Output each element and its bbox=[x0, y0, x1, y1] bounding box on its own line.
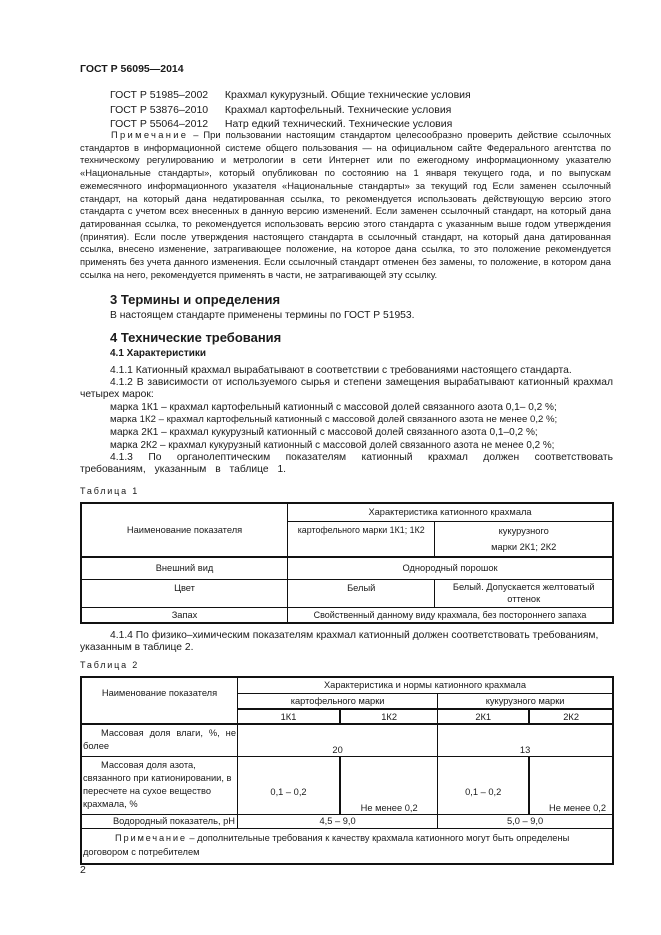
table-cell-value: 0,1 – 0,2 bbox=[438, 756, 530, 814]
reference-item bbox=[110, 103, 471, 118]
reference-code: ГОСТ Р 53876–2010 bbox=[110, 103, 209, 116]
reference-note bbox=[80, 129, 611, 281]
table-row bbox=[81, 557, 613, 579]
reference-item bbox=[110, 88, 471, 103]
table-2-note-text: – дополнительные требования к качеству крахмала катионного могут быть определены договором с потребителем bbox=[83, 832, 570, 857]
section-4-1-title: 4.1 Характеристики bbox=[110, 348, 207, 359]
table-cell-value: Белый bbox=[288, 579, 435, 607]
table-2-header-potato: картофельного марки bbox=[238, 693, 438, 709]
table-2-header-grade: 2К2 bbox=[529, 709, 613, 724]
section-3-text: В настоящем стандарте применены термины по ГОСТ Р 51953. bbox=[110, 310, 415, 321]
table-cell-value: 13 bbox=[438, 724, 613, 756]
table-1-header-corn-line2: марки 2К1; 2К2 bbox=[491, 541, 557, 552]
document-header: ГОСТ Р 56095—2014 bbox=[80, 63, 184, 75]
table-cell-name: Цвет bbox=[81, 579, 288, 607]
table-2-note-label: Примечание bbox=[115, 832, 187, 843]
table-2 bbox=[80, 676, 614, 865]
table-cell-value: 20 bbox=[238, 724, 438, 756]
table-cell-name: Запах bbox=[81, 607, 288, 623]
table-cell-value: Свойственный данному виду крахмала, без постороннего запаха bbox=[288, 607, 613, 623]
table-cell-value: 5,0 – 9,0 bbox=[438, 814, 613, 828]
table-2-header-group: Характеристика и нормы катионного крахмала bbox=[238, 677, 614, 693]
table-2-header-grade: 1К1 bbox=[238, 709, 341, 724]
table-cell-value: 0,1 – 0,2 bbox=[238, 756, 341, 814]
grade-item: марка 2К2 – крахмал кукурузный катионный с массовой долей связанного азота не менее 0,2 %; bbox=[110, 440, 555, 451]
table-2-note bbox=[81, 828, 613, 864]
table-row bbox=[81, 756, 613, 814]
table-1-header-potato: картофельного марки 1К1; 1К2 bbox=[288, 521, 435, 557]
table-row bbox=[81, 607, 613, 623]
paragraph-4-1-3: 4.1.3 По органолептическим показателям катионный крахмал должен соответствовать требованиям, указанным в таблице 1. bbox=[80, 452, 613, 476]
table-cell-name: Массовая доля влаги, %, не более bbox=[81, 724, 238, 756]
table-2-header-grade: 1К2 bbox=[340, 709, 438, 724]
reference-title: Крахмал кукурузный. Общие технические условия bbox=[224, 89, 471, 101]
table-row bbox=[81, 579, 613, 607]
table-cell-name: Водородный показатель, рН bbox=[81, 814, 238, 828]
reference-title: Крахмал картофельный. Технические условия bbox=[224, 103, 452, 116]
table-row bbox=[81, 724, 613, 756]
table-1-header-corn-line1: кукурузного bbox=[498, 525, 549, 536]
grade-item: марка 1К2 – крахмал картофельный катионный с массовой долей связанного азота не менее 0,2 %; bbox=[110, 414, 558, 425]
table-cell-value: Однородный порошок bbox=[288, 557, 613, 579]
reference-list bbox=[110, 88, 471, 132]
table-1-header-group: Характеристика катионного крахмала bbox=[288, 503, 613, 521]
reference-title: Натр едкий технический. Технические условия bbox=[224, 118, 453, 130]
table-2-caption: Таблица 2 bbox=[80, 660, 139, 670]
table-cell-name: Внешний вид bbox=[81, 557, 288, 579]
paragraph-4-1-2: 4.1.2 В зависимости от используемого сырья и степени замещения вырабатывают катионный крахмал четырех марок: bbox=[80, 377, 613, 401]
table-cell-value: Не менее 0,2 bbox=[340, 756, 438, 814]
page-number: 2 bbox=[80, 864, 86, 876]
section-4-title: 4 Технические требования bbox=[110, 330, 282, 345]
table-2-header-corn: кукурузного марки bbox=[438, 693, 613, 709]
reference-code: ГОСТ Р 55064–2012 bbox=[110, 118, 209, 130]
section-3-title: 3 Термины и определения bbox=[110, 292, 281, 307]
note-label: Примечание bbox=[111, 129, 189, 140]
note-text: – При пользовании настоящим стандартом целесообразно проверить действие ссылочных стандартов в информационной системе общего пользования — на официальном сайте Федерального агентства по техническому регулированию и метрологии в сети Интернет или по ежегодному информационному указателю «Национальные стандарты», который опубликован по состоянию на 1 января текущего года, и по выпускам ежемесячного информационного указателя «Национальные стандарты» за текущий год Если заменен ссылочный стандарт, на который дана недатированная ссылка, то рекомендуется использовать действующую версию этого стандарта с учетом всех внесенных в данную версию изменений. Если заменен ссылочный стандарт, на который дана датированная ссылка, то рекомендуется использовать версию этого стандарта с указанным выше годом утверждения (принятия). Если после утверждения настоящего стандарта в ссылочный стандарт, на который дана датированная ссылка, внесено изменение, затрагивающее положение, на которое дана ссылка, то это положение рекомендуется применять без учета данного изменения. Если ссылочный стандарт отменен без замены, то положение, в котором дана ссылка на него, рекомендуется применять в части, не затрагивающей эту ссылку. bbox=[80, 129, 611, 280]
table-cell-name: Массовая доля азота, связанного при катионировании, в пересчете на сухое вещество крахмала, % bbox=[81, 756, 238, 814]
table-2-header-name: Наименование показателя bbox=[81, 677, 238, 724]
table-row bbox=[81, 814, 613, 828]
table-cell-value: 4,5 – 9,0 bbox=[238, 814, 438, 828]
table-2-note-row bbox=[81, 828, 613, 864]
paragraph-4-1-4: 4.1.4 По физико–химическим показателям крахмал катионный должен соответствовать требованиям, указанным в таблице 2. bbox=[80, 630, 599, 654]
grade-item: марка 2К1 – крахмал кукурузный катионный с массовой долей связанного азота 0,1–0,2 %; bbox=[110, 427, 538, 438]
table-cell-value: Белый. Допускается желтоватый оттенок bbox=[435, 579, 613, 607]
grade-item: марка 1К1 – крахмал картофельный катионный с массовой долей связанного азота 0,1– 0,2 %; bbox=[110, 402, 557, 413]
table-2-header-grade: 2К1 bbox=[438, 709, 530, 724]
table-cell-value: Не менее 0,2 bbox=[529, 756, 613, 814]
table-1-header-corn bbox=[435, 521, 613, 557]
table-1-caption: Таблица 1 bbox=[80, 486, 139, 496]
paragraph-4-1-1: 4.1.1 Катионный крахмал вырабатывают в соответствии с требованиями настоящего стандарта. bbox=[110, 365, 572, 376]
table-1 bbox=[80, 502, 614, 624]
table-1-header-name: Наименование показателя bbox=[81, 503, 288, 557]
reference-code: ГОСТ Р 51985–2002 bbox=[110, 89, 209, 101]
